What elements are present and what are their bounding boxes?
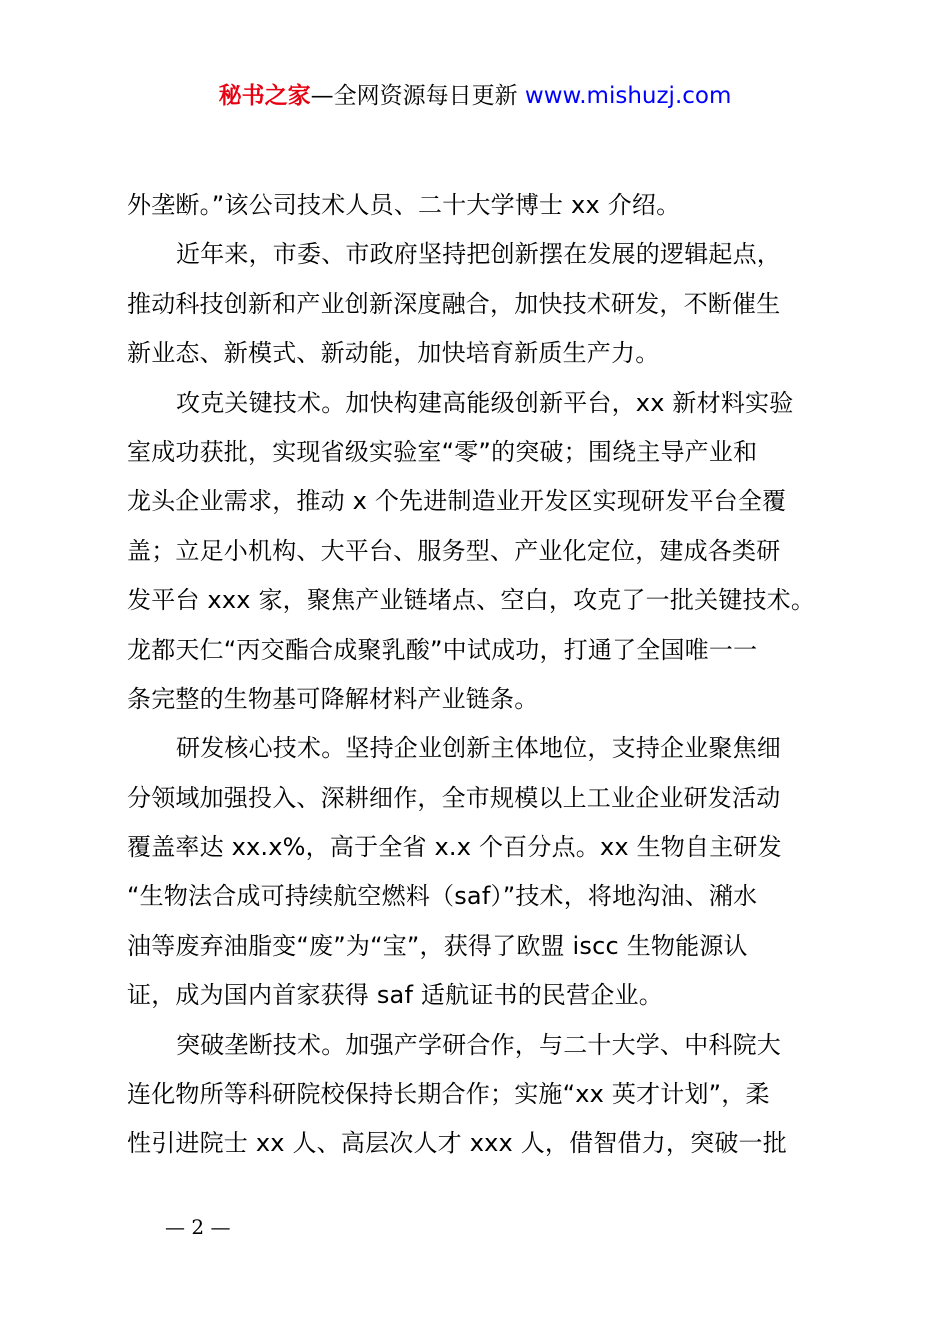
text-line: 室成功获批，实现省级实验室“零”的突破；围绕主导产业和 xyxy=(127,437,758,466)
text-line: 发平台 xxx 家，聚焦产业链堵点、空白，攻克了一批关键技术。 xyxy=(127,586,816,615)
site-header xyxy=(0,80,950,112)
text-line: 覆盖率达 xx.x%，高于全省 x.x 个百分点。xx 生物自主研发 xyxy=(127,833,782,862)
text-line: 攻克关键技术。加快构建高能级创新平台，xx 新材料实验 xyxy=(176,388,794,417)
text-line: 近年来，市委、市政府坚持把创新摆在发展的逻辑起点， xyxy=(176,240,781,269)
text-line: “生物法合成可持续航空燃料（saf）”技术，将地沟油、潲水 xyxy=(127,882,758,911)
page-number: — 2 — xyxy=(165,1215,231,1239)
text-line: 新业态、新模式、新动能，加快培育新质生产力。 xyxy=(127,339,660,368)
text-line: 外垄断。”该公司技术人员、二十大学博士 xx 介绍。 xyxy=(127,191,681,219)
text-line: 盖；立足小机构、大平台、服务型、产业化定位，建成各类研 xyxy=(127,536,781,565)
text-line: 龙都天仁“丙交酯合成聚乳酸”中试成功，打通了全国唯一一 xyxy=(127,635,758,664)
site-tagline: —全网资源每日更新 xyxy=(310,83,518,109)
document-body xyxy=(127,181,842,1169)
site-url-link[interactable]: www.mishuzj.com xyxy=(524,83,732,109)
text-line: 分领域加强投入、深耕细作，全市规模以上工业企业研发活动 xyxy=(127,783,781,812)
text-line: 性引进院士 xx 人、高层次人才 xxx 人，借智借力，突破一批 xyxy=(127,1129,787,1158)
text-line: 证，成为国内首家获得 saf 适航证书的民营企业。 xyxy=(127,981,663,1010)
text-line: 研发核心技术。坚持企业创新主体地位，支持企业聚焦细 xyxy=(176,734,781,763)
text-line: 连化物所等科研院校保持长期合作；实施“xx 英才计划”，柔 xyxy=(127,1080,770,1109)
site-brand: 秘书之家 xyxy=(218,83,311,109)
text-line: 推动科技创新和产业创新深度融合，加快技术研发，不断催生 xyxy=(127,289,781,318)
text-line: 突破垄断技术。加强产学研合作，与二十大学、中科院大 xyxy=(176,1030,781,1059)
text-line: 条完整的生物基可降解材料产业链条。 xyxy=(127,684,539,713)
text-line: 龙头企业需求，推动 x 个先进制造业开发区实现研发平台全覆 xyxy=(127,487,787,516)
text-line: 油等废弃油脂变“废”为“宝”，获得了欧盟 iscc 生物能源认 xyxy=(127,931,748,960)
